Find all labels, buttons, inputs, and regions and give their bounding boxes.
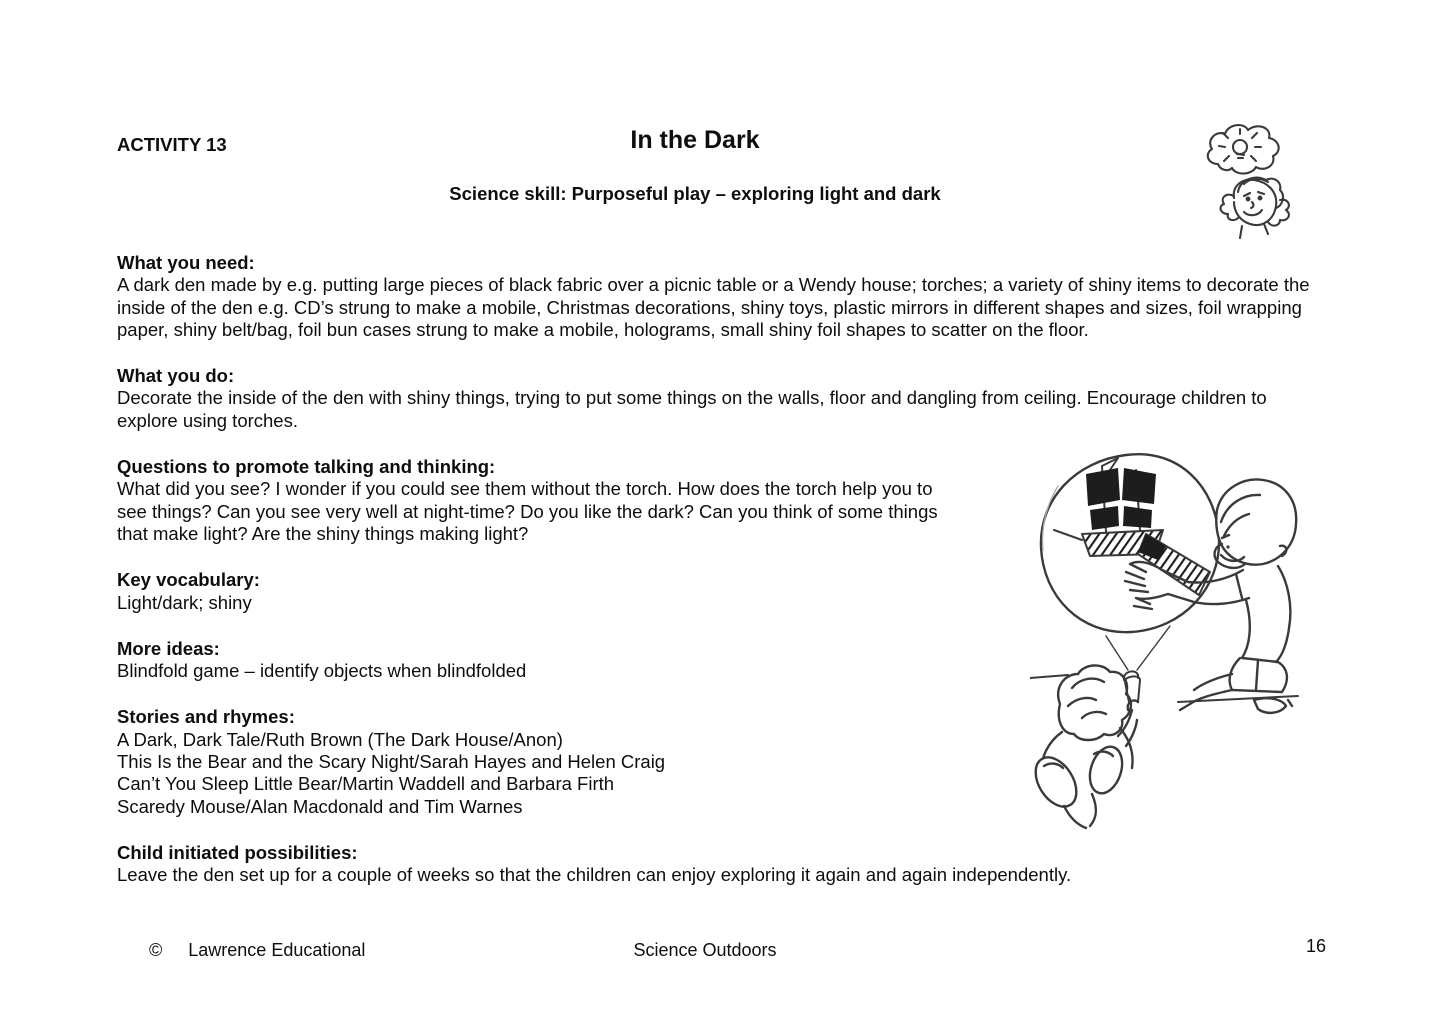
- section-stories-and-rhymes: [117, 706, 1313, 817]
- key-vocabulary-heading: Key vocabulary:: [117, 569, 260, 591]
- questions-body: What did you see? I wonder if you could see them without the torch. How does the torch help you to see things? Can you see very well at night-time? Do you like the dark? Can you think of some things that make light? Are the shiny things making light?: [117, 478, 938, 544]
- what-you-do-body: Decorate the inside of the den with shiny things, trying to put some things on the walls, floor and dangling from ceiling. Encourage children to explore using torches.: [117, 387, 1267, 431]
- what-you-need-body: A dark den made by e.g. putting large pieces of black fabric over a picnic table or a Wendy house; torches; a variety of shiny items to decorate the inside of the den e.g. CD’s strung to make a mobile, Christmas decorations, shiny toys, plastic mirrors in different shapes and sizes, foil wrapping paper, shiny belt/bag, foil bun cases strung to make a mobile, holograms, small shiny foil shapes to scatter on the floor.: [117, 274, 1310, 340]
- section-child-initiated: [117, 842, 1313, 887]
- copyright-icon: ©: [149, 940, 163, 960]
- section-what-you-need: [117, 252, 1313, 341]
- publisher-name: Lawrence Educational: [188, 940, 366, 960]
- page-footer: [0, 936, 1445, 970]
- child-initiated-body: Leave the den set up for a couple of weeks so that the children can enjoy exploring it again and again independently.: [117, 864, 1072, 886]
- page-number: 16: [1305, 936, 1326, 956]
- key-vocabulary-body: Light/dark; shiny: [117, 591, 252, 613]
- activity-body: [117, 252, 1313, 911]
- what-you-need-heading: What you need:: [117, 252, 255, 273]
- more-ideas-body: Blindfold game – identify objects when blindfolded: [117, 660, 527, 682]
- section-questions: [117, 456, 1313, 545]
- what-you-do-heading: What you do:: [117, 365, 235, 387]
- stories-item: Can’t You Sleep Little Bear/Martin Waddell and Barbara Firth: [117, 773, 615, 795]
- series-title: Science Outdoors: [633, 940, 777, 960]
- child-initiated-heading: Child initiated possibilities:: [117, 841, 358, 863]
- science-skill-subtitle: Science skill: Purposeful play – exploring light and dark: [449, 183, 941, 204]
- questions-heading: Questions to promote talking and thinking:: [117, 456, 496, 478]
- section-more-ideas: [117, 638, 1313, 683]
- stories-heading: Stories and rhymes:: [117, 706, 295, 728]
- activity-label: ACTIVITY 13: [117, 134, 227, 155]
- page-title: In the Dark: [630, 126, 760, 154]
- stories-item: This Is the Bear and the Scary Night/Sarah Hayes and Helen Craig: [117, 751, 666, 773]
- stories-item: A Dark, Dark Tale/Ruth Brown (The Dark House/Anon): [117, 728, 563, 750]
- more-ideas-heading: More ideas:: [117, 637, 220, 659]
- stories-item: Scaredy Mouse/Alan Macdonald and Tim Warnes: [117, 795, 523, 817]
- section-key-vocabulary: [117, 569, 1313, 614]
- section-what-you-do: [117, 365, 1313, 432]
